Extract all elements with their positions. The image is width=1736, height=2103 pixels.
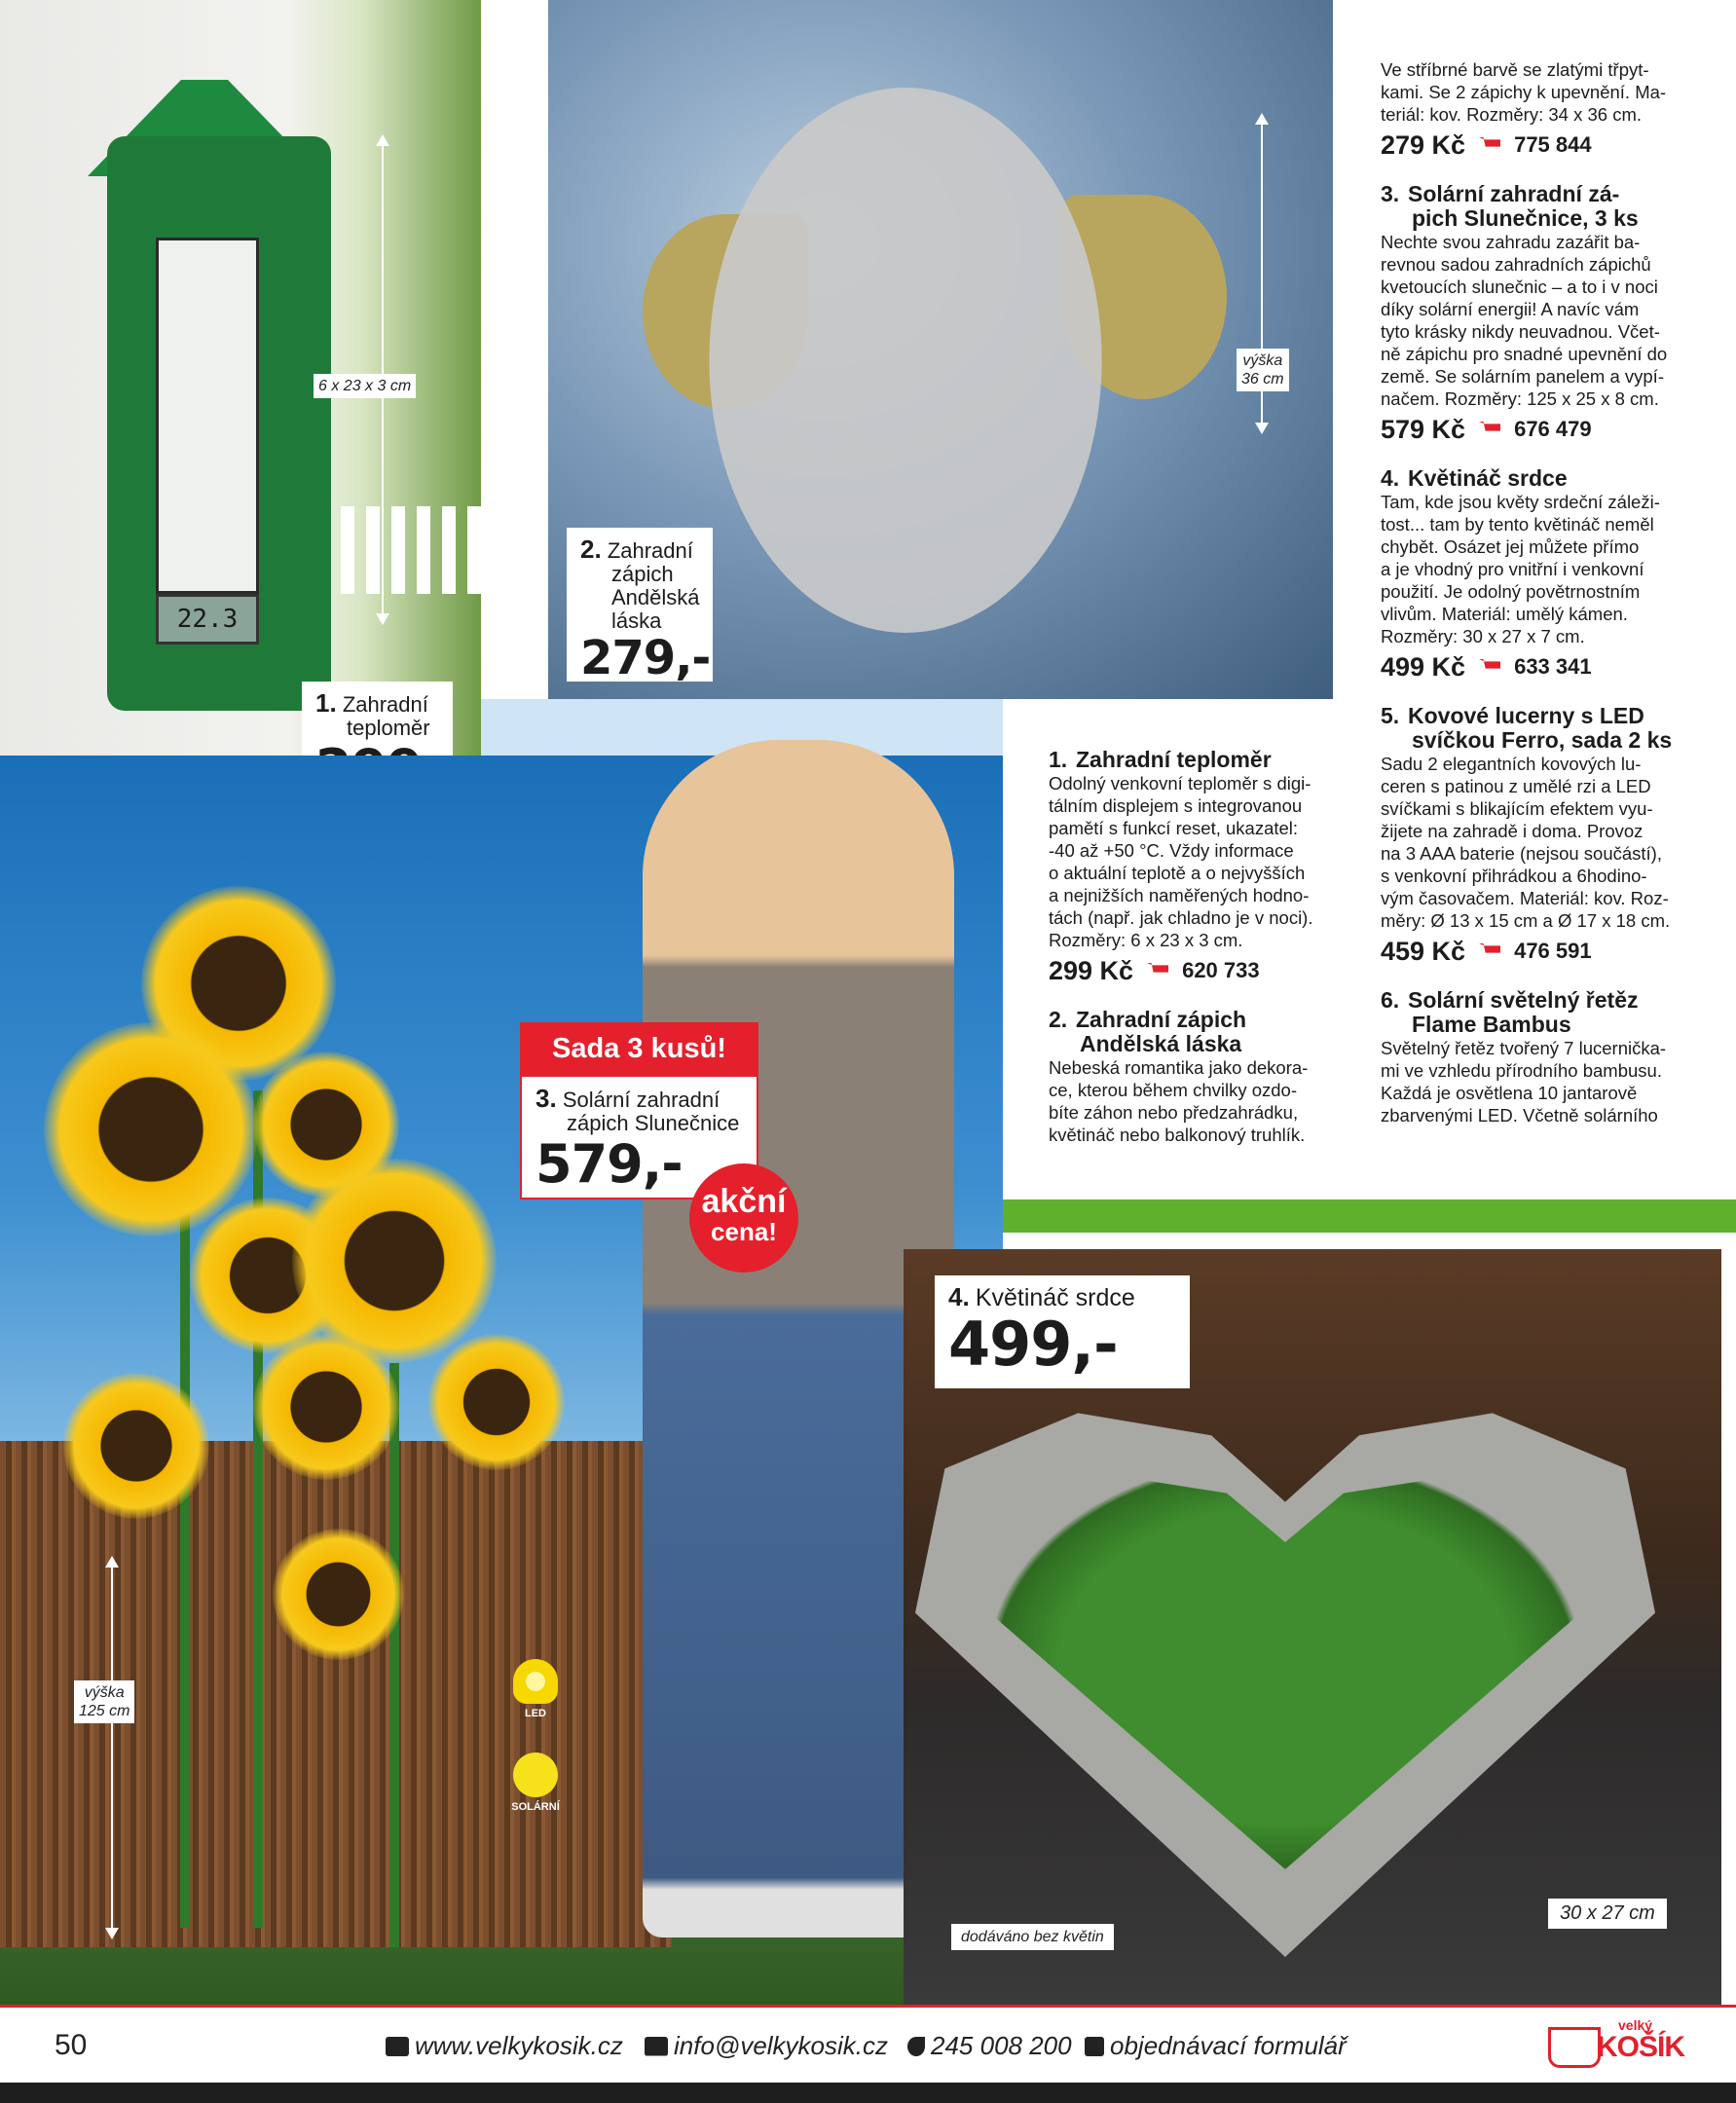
angels-price-callout [567, 528, 713, 685]
description-title [1049, 748, 1336, 772]
order-code: 676 479 [1514, 417, 1592, 441]
description-line: zbarvenými LED. Včetně solárního [1381, 1105, 1658, 1125]
description-line: a nejnižších naměřených hodno- [1049, 885, 1310, 905]
description-number: 5. [1381, 703, 1400, 728]
price-text: 459 Kč [1381, 937, 1466, 966]
description-line: Ve stříbrné barvě se zlatými třpyt- [1381, 59, 1649, 80]
description-line: mi ve vzhledu přírodního bambusu. [1381, 1060, 1662, 1081]
thermometer-display-value: 22.3 [176, 605, 239, 634]
price-text: 299 Kč [1049, 956, 1134, 985]
email-text: info@velkykosik.cz [674, 2031, 889, 2060]
description-line: Sadu 2 elegantních kovových lu- [1381, 754, 1642, 774]
description-number: 6. [1381, 987, 1400, 1013]
heart-dimension-label [1548, 1899, 1667, 1929]
product-description-1 [1049, 748, 1336, 988]
description-line: s venkovní přihrádkou a 6hodino- [1381, 866, 1647, 886]
page-number [55, 2029, 87, 2062]
footer-order-form-link[interactable] [1085, 2031, 1347, 2061]
form-icon [1085, 2037, 1104, 2056]
product-price: 499,- [948, 1309, 1118, 1380]
description-title [1049, 1008, 1336, 1032]
description-line: revnou sadou zahradních zápichů [1381, 254, 1651, 275]
product-title: Solární zahradní [562, 1088, 720, 1112]
description-line: tálním displejem s integrovanou [1049, 795, 1303, 816]
description-line: Tam, kde jsou květy srdeční záleži- [1381, 492, 1660, 512]
description-title [1381, 466, 1702, 491]
description-line: -40 až +50 °C. Vždy informace [1049, 840, 1294, 861]
product-description-3 [1381, 182, 1702, 447]
description-line: Rozměry: 6 x 23 x 3 cm. [1049, 930, 1243, 950]
description-line: kami. Se 2 zápichy k upevnění. Ma- [1381, 82, 1667, 102]
order-code: 633 341 [1514, 654, 1592, 679]
description-title-text: Zahradní teploměr [1076, 747, 1272, 772]
sale-price-badge [689, 1163, 798, 1273]
product-description-2-continued [1381, 58, 1702, 163]
description-title-text: Květináč srdce [1408, 465, 1568, 491]
sunflower-picture [253, 1334, 399, 1480]
description-line: tách (např. jak chladno je v noci). [1049, 907, 1313, 928]
thermometer-scale-picture [156, 238, 259, 594]
description-number: 4. [1381, 465, 1400, 491]
dimension-text: výška [84, 1684, 125, 1701]
dimension-arrow [111, 1558, 113, 1937]
product-title: Zahradní [607, 538, 693, 563]
order-code: 476 591 [1514, 939, 1592, 963]
description-title-text: Solární zahradní zá- [1408, 181, 1620, 206]
price-text: 499 Kč [1381, 652, 1466, 682]
price-line [1381, 128, 1702, 163]
description-line: pamětí s funkcí reset, ukazatel: [1049, 818, 1299, 838]
product-description-6 [1381, 988, 1702, 1126]
order-form-text: objednávací formulář [1110, 2031, 1347, 2060]
green-divider-bar [1003, 1199, 1736, 1233]
sunflower-picture [428, 1334, 565, 1470]
description-line: žijete na zahradě i doma. Provoz [1381, 821, 1644, 841]
product-number: 4. [948, 1282, 970, 1311]
description-line: tyto krásky nikdy neuvadnou. Včet- [1381, 321, 1660, 342]
cart-icon [1479, 137, 1500, 153]
cart-icon [1479, 943, 1500, 959]
product-title: Zahradní [342, 692, 428, 717]
description-line: Nechte svou zahradu zazářit ba- [1381, 232, 1641, 252]
led-badge [508, 1659, 563, 1719]
product-title-line4: láska [611, 609, 662, 633]
description-line: vlivům. Materiál: umělý kámen. [1381, 604, 1628, 624]
price-line [1049, 953, 1336, 988]
sale-badge-line2: cena! [711, 1217, 777, 1246]
computer-icon [386, 2037, 409, 2056]
description-line: a je vhodný pro vnitřní i venkovní [1381, 559, 1644, 579]
description-line: kvetoucích slunečnic – a to i v noci [1381, 277, 1658, 297]
description-line: ně zápichu pro snadné upevnění do [1381, 344, 1668, 364]
page-number-text: 50 [55, 2029, 88, 2061]
description-line: teriál: kov. Rozměry: 34 x 36 cm. [1381, 104, 1642, 125]
cart-icon [1147, 963, 1168, 978]
description-line: měry: Ø 13 x 15 cm a Ø 17 x 18 cm. [1381, 910, 1671, 931]
description-line: Rozměry: 30 x 27 x 7 cm. [1381, 626, 1585, 646]
description-line: země. Se solárním panelem a vypí- [1381, 366, 1664, 387]
fence-picture [341, 506, 481, 594]
dimension-text: 6 x 23 x 3 cm [318, 378, 412, 394]
thermometer-dimension-label [314, 374, 416, 398]
product-description-5 [1381, 704, 1702, 969]
footer-website-link[interactable] [386, 2031, 623, 2061]
product-title-line2: zápich Slunečnice [567, 1111, 740, 1135]
description-line: chybět. Osázet jej můžete přímo [1381, 536, 1640, 557]
description-number: 1. [1049, 747, 1068, 772]
cart-icon [1479, 422, 1500, 437]
description-line: díky solární energii! A navíc vám [1381, 299, 1640, 319]
angels-dimension-label [1237, 349, 1289, 391]
price-line [1381, 412, 1702, 447]
description-line: tost... tam by tento květináč neměl [1381, 514, 1654, 535]
product-price: 279,- [580, 631, 711, 685]
description-line: ce, kterou během chvilky ozdo- [1049, 1080, 1298, 1100]
envelope-icon [645, 2037, 668, 2056]
badge-label: LED [525, 1708, 546, 1719]
description-number: 3. [1381, 181, 1400, 206]
product-description-4 [1381, 466, 1702, 684]
price-text: 279 Kč [1381, 130, 1466, 160]
description-line: svíčkami s blikajícím efektem vyu- [1381, 798, 1653, 819]
sunflower-picture [292, 1159, 497, 1363]
sunflower-picture [63, 1373, 209, 1519]
product-title: Květináč srdce [975, 1284, 1135, 1311]
sunflower-picture [273, 1529, 404, 1660]
logo-big-text: KOŠÍK [1597, 2031, 1685, 2063]
sunflower-dimension-label [74, 1680, 134, 1723]
product-description-2 [1049, 1008, 1336, 1146]
sale-badge-line1: akční [701, 1183, 787, 1220]
price-line [1381, 649, 1702, 684]
sunflower-stem [389, 1363, 399, 1947]
description-title-line2: pich Slunečnice, 3 ks [1412, 205, 1639, 231]
set-of-3-banner [520, 1022, 758, 1075]
light-bulb-icon [513, 1659, 558, 1704]
description-title-text: Kovové lucerny s LED [1408, 703, 1644, 728]
product-number: 3. [536, 1084, 557, 1113]
velky-kosik-logo[interactable] [1548, 2017, 1684, 2068]
heart-planter-price-callout [935, 1275, 1190, 1388]
sunflower-picture [44, 1022, 258, 1236]
product-title-line3: Andělská [611, 585, 700, 609]
description-title-line2: Flame Bambus [1412, 1012, 1571, 1037]
footer-email-link[interactable] [645, 2031, 888, 2061]
product-number: 2. [580, 535, 602, 564]
description-line: o aktuální teplotě a o nejvyšších [1049, 863, 1306, 883]
order-code: 775 844 [1514, 132, 1592, 157]
no-flowers-note [951, 1924, 1114, 1950]
description-title [1381, 988, 1702, 1013]
phone-text: 245 008 200 [931, 2031, 1072, 2060]
description-line: květináč nebo balkonový truhlík. [1049, 1125, 1306, 1145]
dimension-text: 36 cm [1241, 371, 1284, 387]
footer-bottom-strip [0, 2083, 1736, 2103]
note-text: dodáváno bez květin [961, 1929, 1104, 1945]
sun-icon [513, 1752, 558, 1797]
description-line: ceren s patinou z umělé rzi a LED [1381, 776, 1651, 796]
price-text: 579 Kč [1381, 415, 1466, 444]
description-line: vým časovačem. Materiál: kov. Roz- [1381, 888, 1669, 908]
description-title-line2: Andělská láska [1080, 1031, 1242, 1056]
dimension-text: 125 cm [79, 1703, 130, 1719]
product-price: 579,- [536, 1133, 683, 1195]
description-number: 2. [1049, 1007, 1068, 1032]
product-title-line2: zápich [611, 562, 674, 586]
description-line: Odolný venkovní teploměr s digi- [1049, 773, 1311, 793]
text-column-middle [1049, 748, 1336, 1165]
banner-text: Sada 3 kusů! [552, 1033, 726, 1064]
description-line: Každá je osvětlena 10 jantarově [1381, 1083, 1638, 1103]
description-title [1381, 704, 1702, 728]
order-code: 620 733 [1182, 958, 1260, 982]
description-line: Světelný řetěz tvořený 7 lucernička- [1381, 1038, 1667, 1058]
description-line: bíte záhon nebo předzahrádku, [1049, 1102, 1299, 1123]
footer-phone-link[interactable] [907, 2031, 1072, 2061]
description-line: Nebeská romantika jako dekora- [1049, 1057, 1309, 1078]
product-title-line2: teploměr [347, 716, 430, 740]
price-line [1381, 934, 1702, 969]
text-column-right [1381, 58, 1702, 1146]
description-line: použití. Je odolný povětrnostním [1381, 581, 1641, 602]
description-title-line2: svíčkou Ferro, sada 2 ks [1412, 727, 1673, 753]
product-number: 1. [315, 688, 337, 718]
basket-icon [1548, 2027, 1601, 2068]
phone-icon [907, 2037, 925, 2056]
description-title-text: Solární světelný řetěz [1408, 987, 1639, 1013]
description-line: načem. Rozměry: 125 x 25 x 8 cm. [1381, 388, 1659, 409]
dimension-text: výška [1242, 352, 1283, 369]
cart-icon [1479, 659, 1500, 675]
description-line: na 3 AAA baterie (nejsou součástí), [1381, 843, 1662, 864]
badge-label: SOLÁRNÍ [511, 1801, 560, 1813]
solar-badge [508, 1752, 563, 1813]
logo-small-text: velký [1618, 2017, 1653, 2033]
description-title-text: Zahradní zápich [1076, 1007, 1247, 1032]
description-title [1381, 182, 1702, 206]
thermometer-display [156, 594, 259, 645]
dimension-text: 30 x 27 cm [1560, 1902, 1655, 1924]
website-text: www.velkykosik.cz [415, 2031, 623, 2060]
